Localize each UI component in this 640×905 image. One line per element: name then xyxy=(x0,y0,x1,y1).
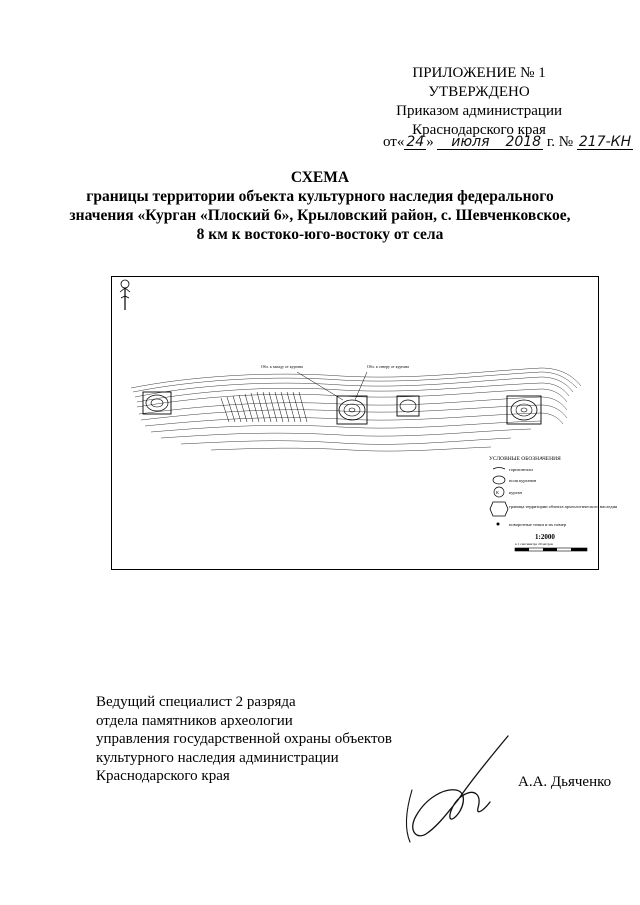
scale-note: в 1 сантиметре 20 метров xyxy=(515,542,553,546)
title-line-4: 8 км к востоко-юго-востоку от села xyxy=(196,226,444,243)
order-line-2: Краснодарского края xyxy=(412,122,546,138)
title-line-3: значения «Курган «Плоский 6», Крыловский район, с. Шевченковское, xyxy=(69,207,571,224)
map-callout-1: Обл. к западу от кургана xyxy=(261,364,303,369)
legend-contours: горизонтали xyxy=(509,467,533,472)
legend-kurgan-fields: поля курганов xyxy=(509,478,537,483)
legend-kurgan: курган xyxy=(509,490,522,495)
legend-title: УСЛОВНЫЕ ОБОЗНАЧЕНИЯ xyxy=(489,456,561,462)
date-month: июля xyxy=(437,135,503,150)
site-map xyxy=(111,276,618,570)
approved-label: УТВЕРЖДЕНО xyxy=(428,84,530,100)
number-prefix: г. № xyxy=(546,134,574,150)
signatory-position-1: Ведущий специалист 2 разряда xyxy=(96,694,296,710)
signatory-position-2: отдела памятников археологии xyxy=(96,712,293,729)
signatory-position-3: управления государственной охраны объектов xyxy=(96,731,392,747)
title-schema: СХЕМА xyxy=(290,169,350,186)
approval-header xyxy=(396,64,562,140)
legend-boundary: граница территории объекта археологического наследия xyxy=(509,504,618,509)
kurgan-4 xyxy=(507,396,541,424)
contour-lines xyxy=(131,368,581,451)
date-prefix: от« xyxy=(383,134,405,150)
kurgan-3 xyxy=(397,396,419,416)
signatory-name: А.А. Дьяченко xyxy=(518,774,612,790)
appendix-label: ПРИЛОЖЕНИЕ № 1 xyxy=(412,65,546,81)
map-callout-2: Обл. к северу от кургана xyxy=(367,364,409,369)
map-scale: 1:2000 xyxy=(535,533,555,541)
signatory-position-5: Краснодарского края xyxy=(96,768,230,784)
handwritten-signature xyxy=(398,730,518,850)
document-title xyxy=(0,168,640,244)
title-line-2: границы территории объекта культурного наследия федерального xyxy=(86,188,554,205)
legend-kurgan-abbr: К xyxy=(496,490,500,495)
date-day: 24 xyxy=(406,134,425,150)
signatory-position-4: культурного наследия администрации xyxy=(96,749,339,766)
order-line-1: Приказом администрации xyxy=(396,103,562,119)
signature-block xyxy=(96,693,392,786)
legend-turn-points: поворотные точки и их номер xyxy=(509,522,566,527)
doc-number: 217-КН xyxy=(578,134,632,150)
order-date-line xyxy=(383,134,633,151)
date-year: 2018 xyxy=(505,134,542,150)
north-arrow-icon xyxy=(120,280,130,310)
map-legend xyxy=(489,456,617,551)
date-mid: » xyxy=(426,134,434,150)
